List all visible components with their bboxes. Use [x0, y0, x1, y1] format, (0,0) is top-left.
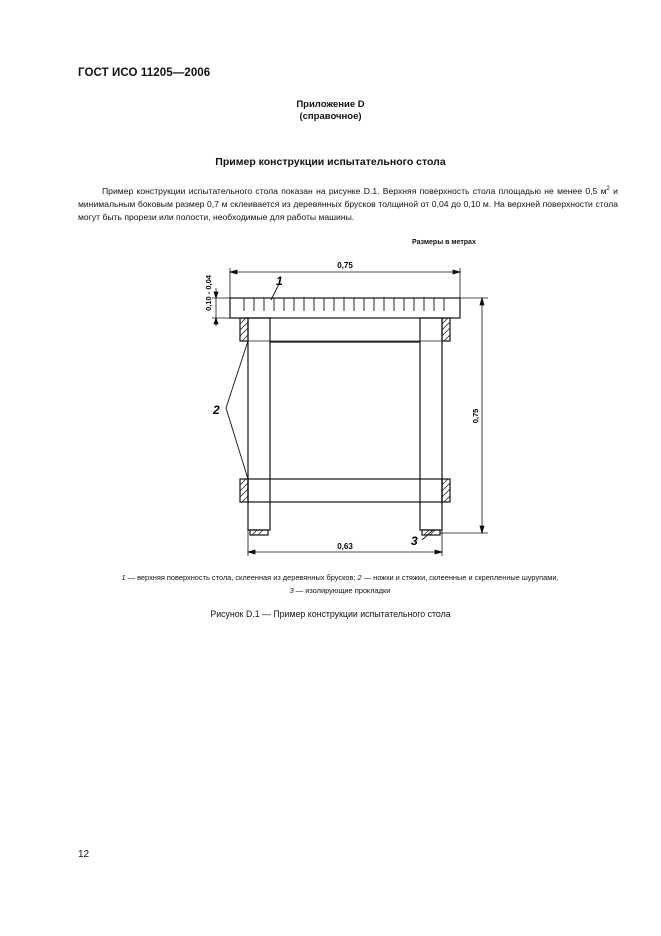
annex-title: Приложение D — [296, 99, 365, 110]
legend-text-2: — ножки и стяжки, склеенные и скрепленные шурупами, — [361, 573, 559, 582]
callout-3: 3 — [411, 534, 418, 548]
lower-stretcher — [248, 479, 442, 502]
callout-2: 2 — [213, 403, 220, 417]
dim-top-width — [230, 268, 460, 298]
left-leg — [248, 318, 270, 530]
legend-number-3: 3 — [289, 585, 294, 595]
page-number: 12 — [78, 849, 90, 860]
dim-thickness-label: 0,10 - 0,04 — [204, 275, 213, 311]
tabletop-slots — [244, 298, 444, 311]
units-note: Размеры в метрах — [412, 239, 476, 246]
paragraph-superscript: 2 — [606, 186, 610, 192]
right-leg — [420, 318, 442, 530]
dim-thickness — [212, 288, 230, 326]
tabletop — [230, 298, 460, 318]
legend-number-1: 1 — [121, 573, 126, 582]
callout-1: 1 — [276, 274, 283, 288]
legend-text-3: — изолирующие прокладки — [293, 585, 391, 595]
figure-legend — [60, 572, 620, 597]
dim-height-label: 0,75 — [471, 408, 480, 424]
legend-number-2: 2 — [357, 573, 362, 582]
dim-top-width-label: 0,75 — [337, 261, 353, 270]
document-code: ГОСТ ИСО 11205—2006 — [78, 67, 211, 79]
dim-height — [440, 298, 488, 533]
figure-caption: Рисунок D.1 — Пример конструкции испытательного стола — [210, 609, 451, 619]
annex-subtitle: (справочное) — [299, 111, 362, 122]
section-title: Пример конструкции испытательного стола — [215, 156, 446, 168]
dim-leg-span-label: 0,63 — [337, 542, 353, 551]
legend-text-1: — верхняя поверхность стола, склеенная из деревянных брусков; — [125, 573, 358, 582]
paragraph-part-1: Пример конструкции испытательного стола показан на рисунке D.1. Верхняя поверхность стола площадью не менее 0,5 м — [102, 185, 607, 196]
paragraph-part-2: и минимальным боковым размер 0,7 м склеивается из деревянных брусков толщиной от 0,04 до 0,10 м. На верхней поверхности стола могут быть прорези или полости, необходимые для работы машины. — [78, 185, 618, 222]
